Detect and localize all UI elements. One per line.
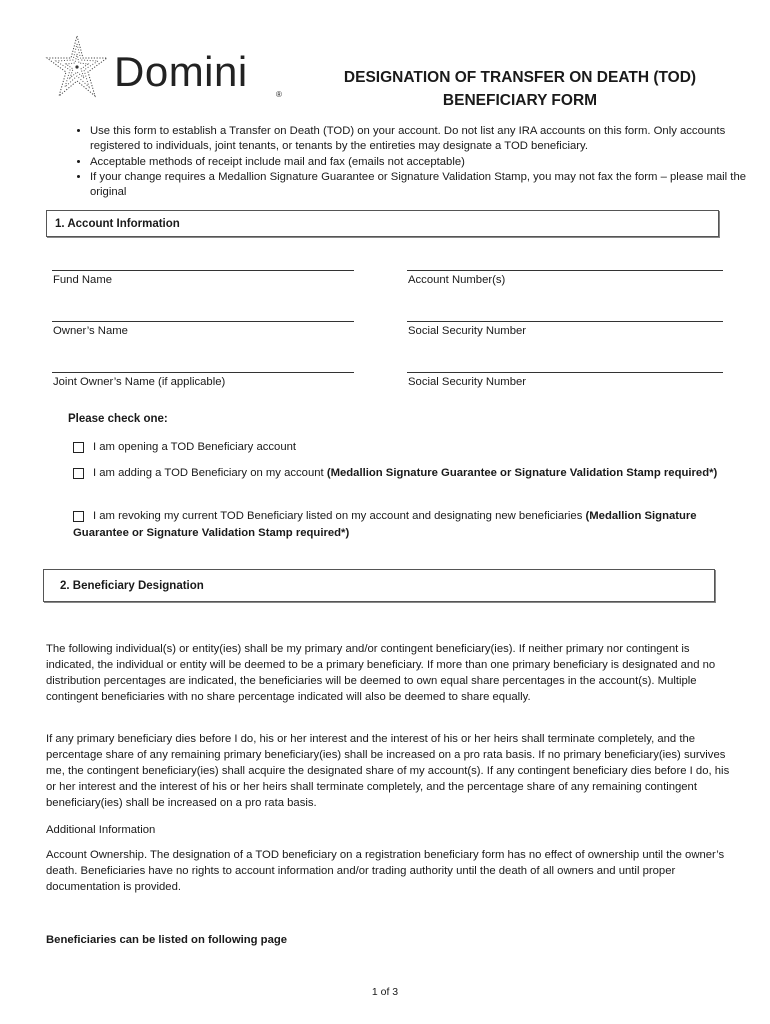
option-text: I am adding a TOD Beneficiary on my account: [93, 467, 327, 479]
fund-name-label: Fund Name: [53, 274, 113, 286]
option-revoking: [73, 508, 733, 542]
account-number-line[interactable]: [407, 270, 723, 271]
form-title-line1: DESIGNATION OF TRANSFER ON DEATH (TOD): [343, 69, 697, 86]
additional-info-heading: [46, 822, 736, 838]
joint-ssn-line[interactable]: [407, 372, 723, 373]
section-title: 1. Account Information: [55, 218, 180, 230]
checkbox-adding[interactable]: [73, 468, 84, 479]
form-title: [300, 66, 740, 112]
option-text: I am revoking my current TOD Beneficiary listed on my account and designating new beneficiaries: [93, 510, 586, 522]
option-text: I am opening a TOD Beneficiary account: [93, 441, 297, 453]
intro-bullet: • Use this form to establish a Transfer on Death (TOD) on your account. Do not list any IRA accounts on this form. Only accounts registered to individuals, joint tenants, or tenants by the entireties may designate a TOD beneficiary.: [90, 124, 758, 155]
logo-wordmark: Domini: [114, 48, 248, 95]
joint-owner-label: Joint Owner’s Name (if applicable): [53, 376, 226, 388]
ssn-label: Social Security Number: [408, 325, 527, 337]
joint-ssn-label: Social Security Number: [408, 376, 527, 388]
heading-text: Additional Information: [46, 824, 156, 836]
account-ownership-paragraph: [46, 847, 736, 895]
option-adding: [73, 465, 733, 482]
checkbox-opening[interactable]: [73, 442, 84, 453]
option-opening: [73, 439, 733, 456]
intro-bullet-list: [68, 124, 758, 200]
form-title-line2: BENEFICIARY FORM: [442, 92, 598, 109]
fund-name-line[interactable]: [52, 270, 354, 271]
page-number: 1 of 3: [371, 986, 399, 998]
account-number-label: Account Number(s): [408, 274, 506, 286]
option-bold-note: (Medallion Signature Guarantee or Signature Validation Stamp required*): [73, 510, 697, 539]
joint-owner-line[interactable]: [52, 372, 354, 373]
section-title: 2. Beneficiary Designation: [60, 580, 204, 592]
paragraph-text: If any primary beneficiary dies before I do, his or her interest and the interest of his or her heirs shall terminate completely, and the percentage share of any remaining primary beneficiary(ies) shall be increased on a pro rata basis. If no primary beneficiary(ies) survives me, the contingent beneficiary(ies) shall acquire the designated share of my account(s). If any contingent beneficiary dies before I do, his or her interest and the interest of his or her heirs shall terminate completely, and the percentage share of any remaining contingent beneficiary(ies) shall be increased on a pro rata basis.: [46, 733, 730, 809]
note-text: Beneficiaries can be listed on following page: [46, 934, 288, 946]
intro-bullet: • Acceptable methods of receipt include mail and fax (emails not acceptable): [90, 155, 758, 170]
star-logo-icon: [44, 34, 110, 100]
ssn-line[interactable]: [407, 321, 723, 322]
paragraph-text: Account Ownership. The designation of a TOD beneficiary on a registration beneficiary form has no effect of ownership until the owner’s death. Beneficiaries have no rights to account information and/or trading authority until the death of all owners and until proper documentation is provided.: [46, 849, 725, 893]
section-account-information-header: [46, 210, 719, 237]
following-page-note: [46, 932, 736, 948]
section-beneficiary-designation-header: [43, 569, 715, 602]
paragraph-text: The following individual(s) or entity(ies) shall be my primary and/or contingent beneficiary(ies). If neither primary nor contingent is indicated, the individual or entity will be deemed to be a primary beneficiary. If more than one primary beneficiary is designated and no distribution percentages are indicated, the beneficiaries will be deemed to own equal share percentages in the account(s). Multiple contingent beneficiaries with no share percentage indicated will also be deemed to share equally.: [46, 643, 716, 703]
beneficiary-paragraph-2: [46, 731, 736, 811]
domini-logo: [44, 34, 294, 106]
beneficiary-paragraph-1: [46, 641, 736, 705]
option-bold-note: (Medallion Signature Guarantee or Signature Validation Stamp required*): [326, 467, 718, 479]
intro-bullet: • If your change requires a Medallion Signature Guarantee or Signature Validation Stamp, you may not fax the form – please mail the original: [90, 170, 758, 201]
owners-name-line[interactable]: [52, 321, 354, 322]
owners-name-label: Owner’s Name: [53, 325, 128, 337]
checkbox-revoking[interactable]: [73, 511, 84, 522]
check-one-prompt: Please check one:: [68, 413, 168, 425]
registered-mark: ®: [276, 90, 282, 99]
